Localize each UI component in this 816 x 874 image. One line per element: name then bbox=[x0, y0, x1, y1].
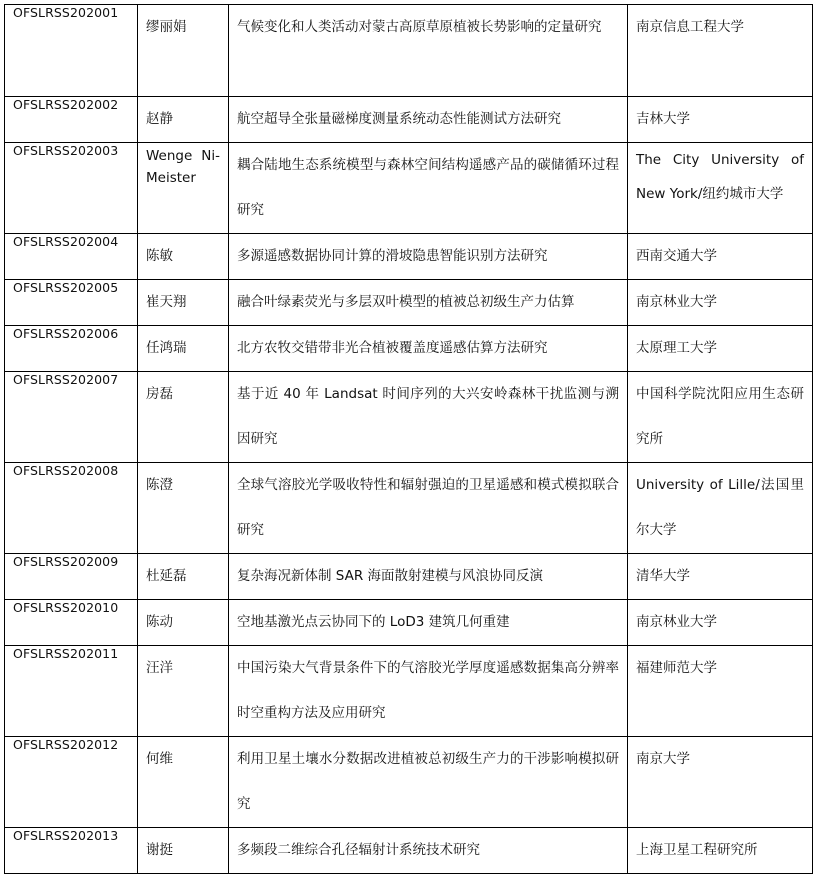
researcher-name: 陈动 bbox=[138, 600, 229, 646]
project-id: OFSLRSS202001 bbox=[5, 5, 138, 97]
project-title: 多源遥感数据协同计算的滑坡隐患智能识别方法研究 bbox=[229, 234, 628, 280]
table-row bbox=[5, 737, 813, 828]
table-row bbox=[5, 234, 813, 280]
project-title: 中国污染大气背景条件下的气溶胶光学厚度遥感数据集高分辨率时空重构方法及应用研究 bbox=[229, 646, 628, 737]
researcher-name: 缪丽娟 bbox=[138, 5, 229, 97]
project-title: 航空超导全张量磁梯度测量系统动态性能测试方法研究 bbox=[229, 97, 628, 143]
grant-project-table bbox=[4, 4, 813, 874]
project-id: OFSLRSS202006 bbox=[5, 326, 138, 372]
project-title: 多频段二维综合孔径辐射计系统技术研究 bbox=[229, 828, 628, 874]
institution: 吉林大学 bbox=[628, 97, 813, 143]
project-id: OFSLRSS202011 bbox=[5, 646, 138, 737]
project-title: 融合叶绿素荧光与多层双叶模型的植被总初级生产力估算 bbox=[229, 280, 628, 326]
project-title: 全球气溶胶光学吸收特性和辐射强迫的卫星遥感和模式模拟联合研究 bbox=[229, 463, 628, 554]
project-id: OFSLRSS202002 bbox=[5, 97, 138, 143]
researcher-name: 汪洋 bbox=[138, 646, 229, 737]
project-id: OFSLRSS202004 bbox=[5, 234, 138, 280]
project-id: OFSLRSS202013 bbox=[5, 828, 138, 874]
table-row bbox=[5, 463, 813, 554]
project-title: 空地基激光点云协同下的 LoD3 建筑几何重建 bbox=[229, 600, 628, 646]
table-row bbox=[5, 143, 813, 234]
institution: 福建师范大学 bbox=[628, 646, 813, 737]
project-id: OFSLRSS202008 bbox=[5, 463, 138, 554]
researcher-name: 陈敏 bbox=[138, 234, 229, 280]
institution: University of Lille/法国里尔大学 bbox=[628, 463, 813, 554]
project-id: OFSLRSS202005 bbox=[5, 280, 138, 326]
project-id: OFSLRSS202003 bbox=[5, 143, 138, 234]
project-id: OFSLRSS202009 bbox=[5, 554, 138, 600]
researcher-name: 何维 bbox=[138, 737, 229, 828]
institution: 南京信息工程大学 bbox=[628, 5, 813, 97]
researcher-name: Wenge Ni-Meister bbox=[146, 148, 220, 186]
project-title: 利用卫星土壤水分数据改进植被总初级生产力的干涉影响模拟研究 bbox=[229, 737, 628, 828]
project-title: 北方农牧交错带非光合植被覆盖度遥感估算方法研究 bbox=[229, 326, 628, 372]
researcher-name: 任鸿瑞 bbox=[138, 326, 229, 372]
project-id: OFSLRSS202012 bbox=[5, 737, 138, 828]
researcher-name: 房磊 bbox=[138, 372, 229, 463]
researcher-name: 谢挺 bbox=[138, 828, 229, 874]
researcher-name: 陈澄 bbox=[138, 463, 229, 554]
institution: 南京林业大学 bbox=[628, 280, 813, 326]
table-row bbox=[5, 280, 813, 326]
table-body bbox=[5, 5, 813, 874]
institution: 太原理工大学 bbox=[628, 326, 813, 372]
institution: 南京林业大学 bbox=[628, 600, 813, 646]
table-row bbox=[5, 554, 813, 600]
institution: The City University of New York/纽约城市大学 bbox=[628, 143, 813, 234]
table-row bbox=[5, 828, 813, 874]
table-row bbox=[5, 5, 813, 97]
project-title: 复杂海况新体制 SAR 海面散射建模与风浪协同反演 bbox=[229, 554, 628, 600]
institution: 中国科学院沈阳应用生态研究所 bbox=[628, 372, 813, 463]
researcher-name: 赵静 bbox=[138, 97, 229, 143]
institution: 上海卫星工程研究所 bbox=[628, 828, 813, 874]
researcher-name: 杜延磊 bbox=[138, 554, 229, 600]
table-row bbox=[5, 97, 813, 143]
institution: 南京大学 bbox=[628, 737, 813, 828]
table-row bbox=[5, 372, 813, 463]
institution: 清华大学 bbox=[628, 554, 813, 600]
project-id: OFSLRSS202010 bbox=[5, 600, 138, 646]
project-id: OFSLRSS202007 bbox=[5, 372, 138, 463]
institution: 西南交通大学 bbox=[628, 234, 813, 280]
table-row bbox=[5, 646, 813, 737]
project-title: 耦合陆地生态系统模型与森林空间结构遥感产品的碳储循环过程研究 bbox=[229, 143, 628, 234]
researcher-name: 崔天翔 bbox=[138, 280, 229, 326]
table-row bbox=[5, 326, 813, 372]
project-title: 基于近 40 年 Landsat 时间序列的大兴安岭森林干扰监测与溯因研究 bbox=[229, 372, 628, 463]
project-title: 气候变化和人类活动对蒙古高原草原植被长势影响的定量研究 bbox=[229, 5, 628, 97]
table-row bbox=[5, 600, 813, 646]
